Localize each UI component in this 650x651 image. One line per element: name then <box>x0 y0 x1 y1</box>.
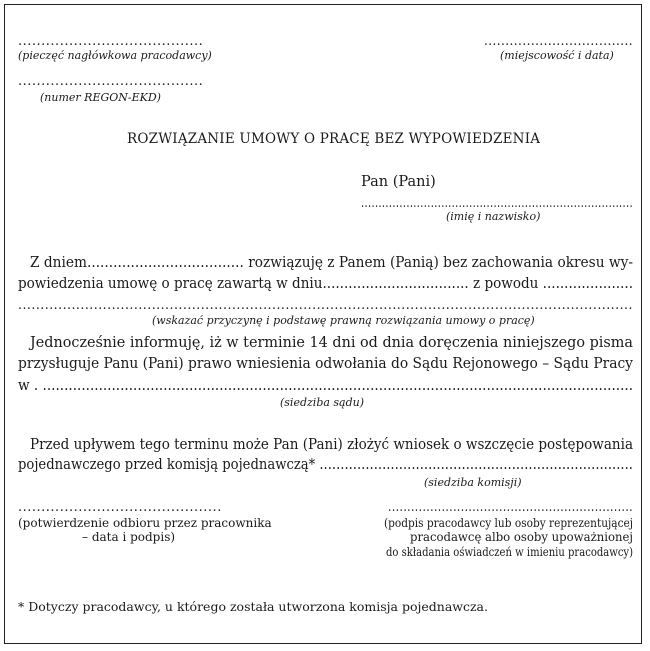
receipt-caption-line2: – data i podpis) <box>82 530 176 544</box>
document-title: ROZWIĄZANIE UMOWY O PRACĘ BEZ WYPOWIEDZENIA <box>127 131 541 147</box>
paragraph1-reason-line: .......................................................................................................................................... <box>18 298 633 313</box>
place-date-dotted-line: ................................... <box>484 34 634 49</box>
paragraph3-caption: (siedziba komisji) <box>424 476 522 489</box>
paragraph3-line2: pojednawczego przed komisją pojednawczą* ........................................................................... <box>18 457 633 473</box>
paragraph3-line1: Przed upływem tego terminu może Pan (Pani) złożyć wniosek o wszczęcie postępowania <box>30 437 633 453</box>
addressee-dotted-line: .............................................................................. <box>361 196 634 211</box>
paragraph2-caption: (siedziba sądu) <box>280 396 365 409</box>
paragraph2-line3: w . ......................................................................................................................................... <box>18 378 634 394</box>
stamp-caption: (pieczęć nagłówkowa pracodawcy) <box>18 49 212 62</box>
receipt-caption-line1: (potwierdzenie odbioru przez pracownika <box>18 516 272 530</box>
regon-dotted-line: ........................................ <box>18 74 204 89</box>
paragraph1-line2: powiedzenia umowę o pracę zawartą w dniu.................................. z powodu ..................... <box>18 276 633 292</box>
employer-caption-line3: do składania oświadczeń w imieniu pracodawcy) <box>386 545 634 559</box>
employer-caption-line1: (podpis pracodawcy lub osoby reprezentującej <box>384 516 634 530</box>
employer-caption-line2: pracodawcę albo osoby upoważnionej <box>410 530 634 544</box>
receipt-dotted-line: ............................................ <box>18 500 222 515</box>
employer-signature-dotted-line: ................................................................ <box>388 500 634 515</box>
stamp-dotted-line: ........................................ <box>18 34 204 49</box>
place-date-caption: (miejscowość i data) <box>500 49 614 62</box>
footnote: * Dotyczy pracodawcy, u którego została utworzona komisja pojednawcza. <box>18 599 488 614</box>
paragraph1-caption: (wskazać przyczynę i podstawę prawną rozwiązania umowy o pracę) <box>152 314 535 327</box>
paragraph1-line1: Z dniem.................................... rozwiązuję z Panem (Panią) bez zachowania okresu wy- <box>30 255 634 271</box>
paragraph2-line2: przysługuje Panu (Pani) prawo wniesienia odwołania do Sądu Rejonowego – Sądu Pracy <box>18 356 633 372</box>
paragraph2-line1: Jednocześnie informuję, iż w terminie 14 dni od dnia doręczenia niniejszego pisma <box>30 335 634 351</box>
addressee-caption: (imię i nazwisko) <box>446 210 541 223</box>
addressee-label: Pan (Pani) <box>361 174 436 190</box>
regon-caption: (numer REGON-EKD) <box>40 91 161 104</box>
